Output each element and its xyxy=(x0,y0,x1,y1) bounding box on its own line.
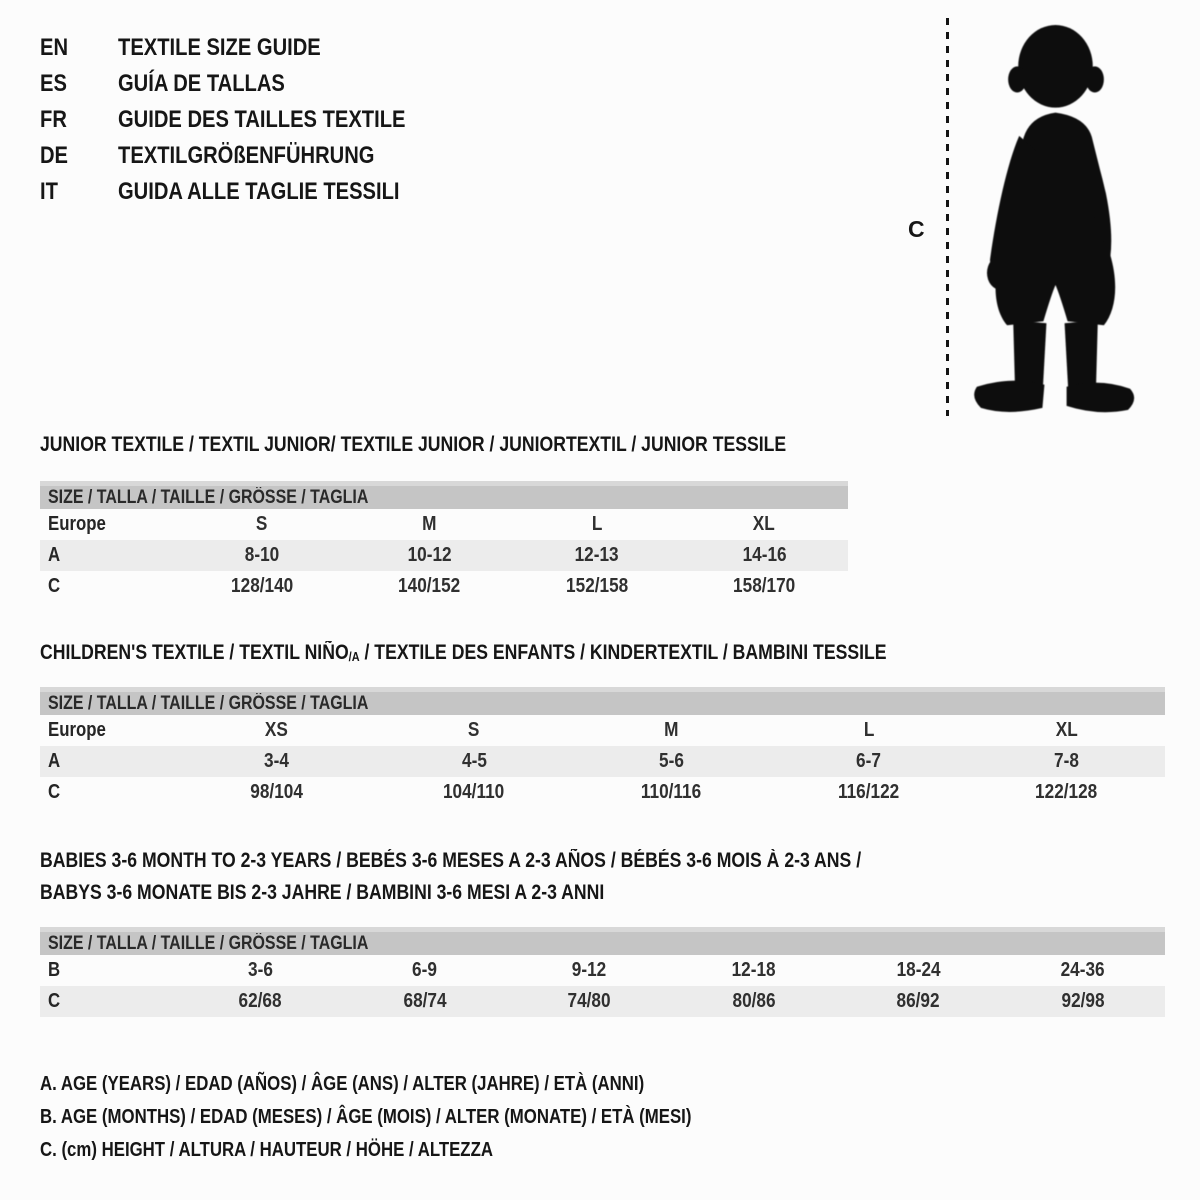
table-cell: 6-7 xyxy=(856,750,882,772)
table-cell: 12-13 xyxy=(574,544,619,566)
table-cell: 9-12 xyxy=(572,959,607,981)
legend-line-b: B. AGE (MONTHS) / EDAD (MESES) / ÂGE (MOIS) / ALTER (MONATE) / ETÀ (MESI) xyxy=(40,1106,692,1128)
table-cell: XL xyxy=(753,513,776,535)
size-header-bar: SIZE / TALLA / TAILLE / GRÖSSE / TAGLIA xyxy=(40,687,1165,715)
language-code: IT xyxy=(40,178,58,205)
language-code: ES xyxy=(40,70,67,97)
height-dashed-line xyxy=(946,18,949,416)
language-title: GUIDE DES TAILLES TEXTILE xyxy=(118,106,406,133)
table-cell: S xyxy=(256,513,268,535)
language-code: FR xyxy=(40,106,67,133)
row-label: A xyxy=(48,750,61,772)
row-label: A xyxy=(48,544,61,566)
table-cell: M xyxy=(422,513,437,535)
table-cell: S xyxy=(468,719,480,741)
table-row xyxy=(40,986,1165,1017)
table-cell: 5-6 xyxy=(659,750,684,772)
table-row xyxy=(40,509,848,540)
table-row xyxy=(40,540,848,571)
table-cell: XS xyxy=(265,719,289,741)
size-header-bar: SIZE / TALLA / TAILLE / GRÖSSE / TAGLIA xyxy=(40,927,1165,955)
table-cell: 152/158 xyxy=(565,575,628,597)
children-size-table xyxy=(40,687,1165,808)
children-section-title: CHILDREN'S TEXTILE / TEXTIL NIÑO/A / TEXTILE DES ENFANTS / KINDERTEXTIL / BAMBINI TESSILE xyxy=(40,641,887,664)
table-cell: 8-10 xyxy=(244,544,279,566)
table-cell: 80/86 xyxy=(732,990,776,1012)
table-row xyxy=(40,571,848,602)
table-row xyxy=(40,777,1165,808)
junior-section-title: JUNIOR TEXTILE / TEXTIL JUNIOR/ TEXTILE JUNIOR / JUNIORTEXTIL / JUNIOR TESSILE xyxy=(40,433,787,456)
table-cell: 24-36 xyxy=(1060,959,1105,981)
language-row xyxy=(40,138,460,174)
table-cell: 14-16 xyxy=(742,544,787,566)
table-cell: 3-4 xyxy=(264,750,290,772)
legend-line-c: C. (cm) HEIGHT / ALTURA / HAUTEUR / HÖHE / ALTEZZA xyxy=(40,1139,493,1161)
language-row xyxy=(40,66,460,102)
table-cell: 68/74 xyxy=(403,990,447,1012)
legend-block xyxy=(40,1068,816,1167)
language-row xyxy=(40,30,460,66)
row-label: B xyxy=(48,959,61,981)
language-row xyxy=(40,174,460,210)
table-cell: 74/80 xyxy=(567,990,611,1012)
table-row xyxy=(40,955,1165,986)
table-cell: 10-12 xyxy=(407,544,452,566)
table-cell: 18-24 xyxy=(896,959,941,981)
table-cell: XL xyxy=(1055,719,1078,741)
language-title: GUIDA ALLE TAGLIE TESSILI xyxy=(118,178,400,205)
language-code: DE xyxy=(40,142,69,169)
language-code: EN xyxy=(40,34,69,61)
table-cell: 128/140 xyxy=(230,575,293,597)
table-cell: 6-9 xyxy=(412,959,438,981)
baby-silhouette-icon xyxy=(966,22,1144,420)
table-cell: 158/170 xyxy=(733,575,796,597)
table-cell: L xyxy=(863,719,875,741)
table-cell: 110/116 xyxy=(641,781,702,803)
table-cell: L xyxy=(591,513,603,535)
row-label: C xyxy=(48,990,61,1012)
height-c-label: C xyxy=(908,216,925,242)
babies-section-title: BABIES 3-6 MONTH TO 2-3 YEARS / BEBÉS 3-6 MESES A 2-3 AÑOS / BÉBÉS 3-6 MOIS À 2-3 ANS / BABYS 3-6 MONATE BIS 2-3 JAHRE / BAMBINI 3-6 MESI A 2-3 ANNI xyxy=(40,849,862,904)
table-cell: 98/104 xyxy=(250,781,303,803)
nino-a-subscript: /A xyxy=(348,649,360,664)
table-cell: M xyxy=(664,719,679,741)
table-cell: 86/92 xyxy=(896,990,940,1012)
table-cell: 12-18 xyxy=(731,959,776,981)
table-cell: 92/98 xyxy=(1061,990,1105,1012)
junior-table xyxy=(40,509,848,602)
table-cell: 122/128 xyxy=(1035,781,1098,803)
row-label: C xyxy=(48,781,61,803)
language-title-block xyxy=(40,30,460,210)
junior-size-table xyxy=(40,481,848,602)
table-cell: 140/152 xyxy=(398,575,461,597)
language-title: GUÍA DE TALLAS xyxy=(118,70,285,97)
table-cell: 7-8 xyxy=(1053,750,1079,772)
row-label: Europe xyxy=(48,719,106,741)
table-cell: 116/122 xyxy=(838,781,900,803)
language-title: TEXTILE SIZE GUIDE xyxy=(118,34,321,61)
language-row xyxy=(40,102,460,138)
row-label: Europe xyxy=(48,513,106,535)
children-table xyxy=(40,715,1165,808)
row-label: C xyxy=(48,575,61,597)
table-cell: 4-5 xyxy=(461,750,487,772)
language-title: TEXTILGRÖßENFÜHRUNG xyxy=(118,142,375,169)
table-row xyxy=(40,715,1165,746)
legend-line-a: A. AGE (YEARS) / EDAD (AÑOS) / ÂGE (ANS) / ALTER (JAHRE) / ETÀ (ANNI) xyxy=(40,1073,645,1095)
babies-table xyxy=(40,955,1165,1017)
table-row xyxy=(40,746,1165,777)
babies-size-table xyxy=(40,927,1165,1017)
table-cell: 62/68 xyxy=(238,990,282,1012)
size-header-bar: SIZE / TALLA / TAILLE / GRÖSSE / TAGLIA xyxy=(40,481,848,509)
table-cell: 3-6 xyxy=(247,959,273,981)
table-cell: 104/110 xyxy=(443,781,505,803)
